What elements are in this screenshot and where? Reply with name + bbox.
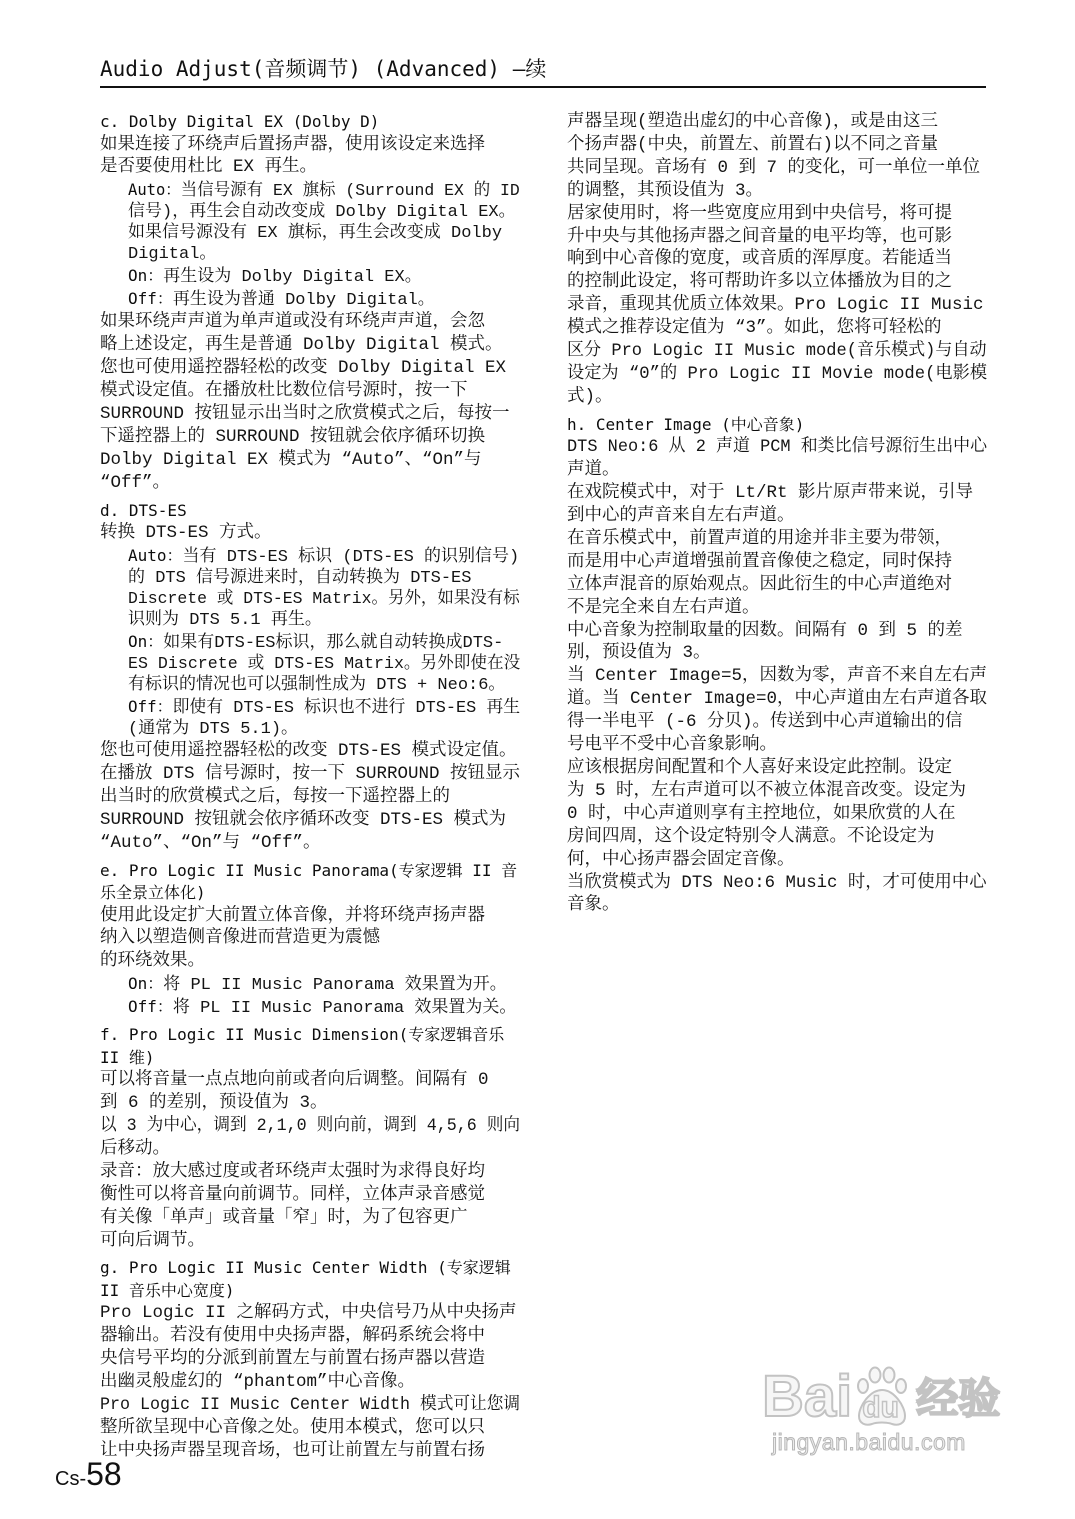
section-heading bbox=[100, 1024, 520, 1069]
text-line: 的 DTS 信号源进来时，自动转换为 DTS-ES bbox=[128, 568, 472, 588]
option-text: 当有 DTS-ES 标识 (DTS-ES 的识别信号) bbox=[182, 547, 520, 567]
page-number-prefix: Cs- bbox=[55, 1468, 87, 1490]
option-text: 将 PL II Music Panorama 效果置为开。 bbox=[163, 976, 507, 996]
paragraph bbox=[567, 872, 987, 918]
paragraph bbox=[567, 620, 987, 666]
text-line: Dolby Digital EX 模式为 “Auto”、“On”与 bbox=[100, 449, 482, 470]
text-line: 当欣赏模式为 DTS Neo:6 Music 时，才可使用中心 bbox=[567, 872, 987, 893]
text-line: 下遥控器上的 SURROUND 按钮就会依序循环切换 bbox=[100, 426, 486, 447]
text-line: 使用此设定扩大前置立体音像，并将环绕声扬声器 bbox=[100, 905, 485, 926]
option-label: Auto： bbox=[128, 545, 183, 565]
paragraph bbox=[100, 357, 520, 494]
section-heading bbox=[100, 500, 520, 523]
text-line bbox=[128, 545, 520, 568]
text-line: 器输出。若没有使用中央扬声器，解码系统会将中 bbox=[100, 1326, 485, 1347]
text-line: 如果连接了环绕声后置扬声器，使用该设定来选择 bbox=[100, 134, 485, 155]
text-line: 出幽灵般虚幻的 “phantom”中心音像。 bbox=[100, 1372, 416, 1393]
text-line: 区分 Pro Logic II Music mode(音乐模式)与自动 bbox=[567, 341, 987, 362]
option-text: 如果有DTS-ES标识，那么就自动转换成DTS- bbox=[163, 633, 504, 653]
heading-line: 乐全景立体化) bbox=[100, 883, 206, 902]
heading-line: f. Pro Logic II Music Dimension(专家逻辑音乐 bbox=[100, 1025, 505, 1045]
text-line: 式)。 bbox=[567, 386, 613, 407]
heading-line: c. Dolby Digital EX (Dolby D) bbox=[100, 112, 380, 131]
text-line: 的环绕效果。 bbox=[100, 951, 205, 972]
paragraph bbox=[100, 1069, 520, 1115]
text-line: 出当时的欣赏模式之后，每按一下遥控器上的 bbox=[100, 786, 450, 807]
text-line: 音象。 bbox=[567, 895, 620, 916]
text-line: 响到中心音像的宽度，或音质的浑厚度。若能适当 bbox=[567, 249, 952, 270]
paragraph bbox=[100, 522, 520, 545]
text-line: 立体声混音的原始观点。因此衍生的中心声道绝对 bbox=[567, 574, 952, 595]
text-line: 个扬声器(中央，前置左、前置右)以不同之音量 bbox=[567, 134, 939, 155]
paw-icon bbox=[854, 1366, 910, 1428]
option-item bbox=[100, 973, 520, 996]
text-line: 声器呈现(塑造出虚幻的中心音像)，或是由这三 bbox=[567, 112, 939, 132]
option-label: On： bbox=[128, 631, 164, 651]
text-line: ES Discrete 或 DTS-ES Matrix。另外即使在没 bbox=[128, 654, 521, 674]
text-line bbox=[128, 179, 520, 202]
text-line: DTS Neo:6 从 2 声道 PCM 和类比信号源衍生出中心 bbox=[567, 437, 988, 458]
text-line: 居家使用时，将一些宽度应用到中央信号，将可提 bbox=[567, 203, 952, 224]
text-line: 您也可使用遥控器轻松的改变 Dolby Digital EX bbox=[100, 358, 507, 379]
text-line: 如果信号源没有 EX 旗标，再生会改变成 Dolby bbox=[128, 224, 503, 244]
text-line bbox=[128, 265, 520, 288]
text-line: 录音，重现其优质立体效果。Pro Logic II Music bbox=[567, 295, 984, 316]
section-heading bbox=[100, 111, 520, 134]
text-line: 房间四周，这个设定特别令人满意。不论设定为 bbox=[567, 826, 935, 847]
option-text: 当信号源有 EX 旗标 (Surround EX 的 ID bbox=[180, 182, 520, 202]
text-line: Digital。 bbox=[128, 245, 217, 265]
text-line: 可向后调节。 bbox=[100, 1230, 205, 1251]
text-line: 共同呈现。音场有 0 到 7 的变化，可一单位一单位 bbox=[567, 157, 981, 178]
text-line: Pro Logic II Music Center Width 模式可让您调 bbox=[100, 1395, 521, 1416]
option-item bbox=[100, 288, 520, 311]
text-line: 让中央扬声器呈现音场，也可让前置左与前置右扬 bbox=[100, 1440, 485, 1461]
text-line: Pro Logic II 之解码方式，中央信号乃从中央扬声 bbox=[100, 1303, 517, 1324]
text-line: 0 时，中心声道则享有主控地位，如果欣赏的人在 bbox=[567, 803, 956, 824]
option-item bbox=[100, 545, 520, 631]
text-line: 的调整，其预设值为 3。 bbox=[567, 180, 764, 201]
text-line: 在播放 DTS 信号源时，按一下 SURROUND 按钮显示 bbox=[100, 763, 521, 784]
text-line: 衡性可以将音量向前调节。同样，立体声录音感觉 bbox=[100, 1184, 485, 1205]
option-label: Off： bbox=[128, 289, 173, 309]
text-line: SURROUND 按钮显示出当时之欣赏模式之后，每按一 bbox=[100, 403, 510, 424]
text-line: 何，中心扬声器会固定音像。 bbox=[567, 849, 795, 870]
paragraph bbox=[100, 311, 520, 357]
paragraph bbox=[567, 528, 987, 620]
option-item bbox=[100, 179, 520, 265]
watermark-brand bbox=[762, 1366, 1022, 1428]
text-line: 别，预设值为 3。 bbox=[567, 643, 711, 664]
text-line: 信号)，再生会自动改变成 Dolby Digital EX。 bbox=[128, 203, 516, 223]
watermark-brand-cn: 经验 bbox=[916, 1375, 1001, 1422]
text-line: 得一半电平 (-6 分贝)。传送到中心声道输出的信 bbox=[567, 712, 963, 733]
text-line: 有关像「单声」或音量「窄」时，为了包容更广 bbox=[100, 1207, 468, 1228]
text-line: “Off”。 bbox=[100, 472, 171, 493]
paragraph bbox=[567, 203, 987, 409]
text-line bbox=[128, 288, 520, 311]
watermark-url: jingyan.baidu.com bbox=[772, 1429, 966, 1455]
paragraph bbox=[100, 1302, 520, 1394]
page-number bbox=[55, 1456, 122, 1493]
text-line: 以 3 为中心，调到 2,1,0 则向前，调到 4,5,6 则向 bbox=[100, 1116, 521, 1137]
option-item bbox=[100, 631, 520, 696]
text-line bbox=[128, 696, 521, 719]
text-line: 声道。 bbox=[567, 460, 620, 481]
paragraph bbox=[567, 111, 987, 203]
paragraph bbox=[100, 905, 520, 974]
text-line: 如果环绕声声道为单声道或没有环绕声声道，会忽 bbox=[100, 312, 485, 333]
option-label: On： bbox=[128, 266, 164, 286]
page-number-value: 58 bbox=[86, 1456, 122, 1492]
option-label: Off： bbox=[128, 696, 173, 716]
paragraph bbox=[567, 665, 987, 757]
text-line: 为 5 时，左右声道可以不被立体混音改变。设定为 bbox=[567, 780, 967, 801]
option-label: Auto： bbox=[128, 180, 181, 200]
paragraph bbox=[567, 482, 987, 528]
text-line: SURROUND 按钮就会依序循环改变 DTS-ES 模式为 bbox=[100, 809, 507, 830]
text-line: 是否要使用杜比 EX 再生。 bbox=[100, 157, 318, 178]
text-line: 号电平不受中心音象影响。 bbox=[567, 735, 777, 756]
text-line bbox=[128, 973, 520, 996]
watermark-brand-paw-text: du bbox=[862, 1391, 899, 1424]
column-left bbox=[100, 111, 520, 1463]
header-rule bbox=[100, 86, 986, 88]
text-line: 有标识的情况也可以强制性成为 DTS + Neo:6。 bbox=[128, 675, 506, 695]
text-line: 您也可使用遥控器轻松的改变 DTS-ES 模式设定值。 bbox=[100, 740, 517, 761]
heading-line: e. Pro Logic II Music Panorama(专家逻辑 II 音 bbox=[100, 860, 518, 880]
option-text: 即使有 DTS-ES 标识也不进行 DTS-ES 再生 bbox=[172, 698, 521, 718]
text-line: 道。当 Center Image=0，中心声道由左右声道各取 bbox=[567, 689, 988, 710]
text-line: Discrete 或 DTS-ES Matrix。另外，如果没有标 bbox=[128, 589, 520, 609]
option-item bbox=[100, 696, 520, 740]
text-line: 在音乐模式中，前置声道的用途并非主要为带领， bbox=[567, 528, 952, 549]
option-text: 将 PL II Music Panorama 效果置为关。 bbox=[172, 999, 517, 1019]
section-heading bbox=[567, 414, 987, 437]
text-line: 的控制此设定，将可帮助许多以立体播放为目的之 bbox=[567, 272, 952, 293]
paragraph bbox=[567, 757, 987, 872]
section-heading bbox=[100, 860, 520, 905]
watermark-brand-left: Bai bbox=[762, 1364, 853, 1429]
text-line: 升中央与其他扬声器之间音量的电平均等，也可影 bbox=[567, 226, 952, 247]
text-line: 录音：放大感过度或者环绕声太强时为求得良好均 bbox=[100, 1161, 485, 1182]
text-line bbox=[128, 996, 520, 1019]
heading-line: d. DTS-ES bbox=[100, 500, 187, 520]
text-line: 可以将音量一点点地向前或者向后调整。间隔有 0 bbox=[100, 1070, 489, 1091]
option-text: 再生设为普通 Dolby Digital。 bbox=[172, 291, 435, 311]
text-line: 模式设定值。在播放杜比数位信号源时，按一下 bbox=[100, 381, 468, 402]
text-line bbox=[128, 631, 520, 654]
column-right bbox=[567, 111, 987, 917]
paragraph bbox=[100, 1161, 520, 1253]
text-line: 到中心的声音来自左右声道。 bbox=[567, 506, 795, 526]
option-text: 再生设为 Dolby Digital EX。 bbox=[163, 268, 422, 288]
text-line: 纳入以塑造侧音像进而营造更为震憾 bbox=[100, 928, 380, 949]
text-line: 中心音象为控制取量的因数。间隔有 0 到 5 的差 bbox=[567, 620, 963, 641]
text-line: 不是完全来自左右声道。 bbox=[567, 597, 760, 618]
paragraph bbox=[100, 740, 520, 855]
paragraph bbox=[100, 1115, 520, 1161]
text-line: “Auto”、“On”与 “Off”。 bbox=[100, 832, 321, 853]
text-line: 模式之推荐设定值为 “3”。如此，您将可轻松的 bbox=[567, 318, 942, 339]
heading-line: II 维) bbox=[100, 1047, 155, 1067]
text-line: 识则为 DTS 5.1 再生。 bbox=[128, 610, 322, 630]
text-line: 整所欲呈现中心音像之处。使用本模式，您可以只 bbox=[100, 1418, 485, 1438]
paragraph bbox=[100, 134, 520, 180]
text-line: 略上述设定，再生是普通 Dolby Digital 模式。 bbox=[100, 335, 503, 356]
paragraph bbox=[100, 1394, 520, 1463]
page-header-title: Audio Adjust(音频调节) (Advanced) –续 bbox=[100, 57, 547, 81]
option-label: On： bbox=[128, 974, 164, 994]
text-line: 后移动。 bbox=[100, 1138, 170, 1159]
section-heading bbox=[100, 1257, 520, 1302]
text-line: 应该根据房间配置和个人喜好来设定此控制。设定 bbox=[567, 757, 952, 778]
text-line: 当 Center Image=5，因数为零，声音不来自左右声 bbox=[567, 666, 988, 687]
text-line: 设定为 “0”的 Pro Logic II Movie mode(电影模 bbox=[567, 363, 988, 384]
heading-line: g. Pro Logic II Music Center Width (专家逻辑 bbox=[100, 1258, 511, 1278]
text-line: 央信号平均的分派到前置左与前置右扬声器以营造 bbox=[100, 1349, 485, 1370]
option-label: Off： bbox=[128, 997, 173, 1017]
heading-line: II 音乐中心宽度) bbox=[100, 1280, 235, 1300]
option-item bbox=[100, 265, 520, 288]
option-item bbox=[100, 996, 520, 1019]
text-line: 到 6 的差别，预设值为 3。 bbox=[100, 1093, 328, 1114]
text-line: 在戏院模式中，对于 Lt/Rt 影片原声带来说，引导 bbox=[567, 483, 974, 504]
heading-line: h. Center Image (中心音象) bbox=[567, 414, 805, 434]
text-line: 转换 DTS-ES 方式。 bbox=[100, 523, 272, 544]
watermark-logo bbox=[762, 1366, 1022, 1456]
text-line: 而是用中心声道增强前置音像使之稳定，同时保持 bbox=[567, 551, 952, 572]
paragraph bbox=[567, 436, 987, 482]
text-line: (通常为 DTS 5.1)。 bbox=[128, 719, 299, 739]
